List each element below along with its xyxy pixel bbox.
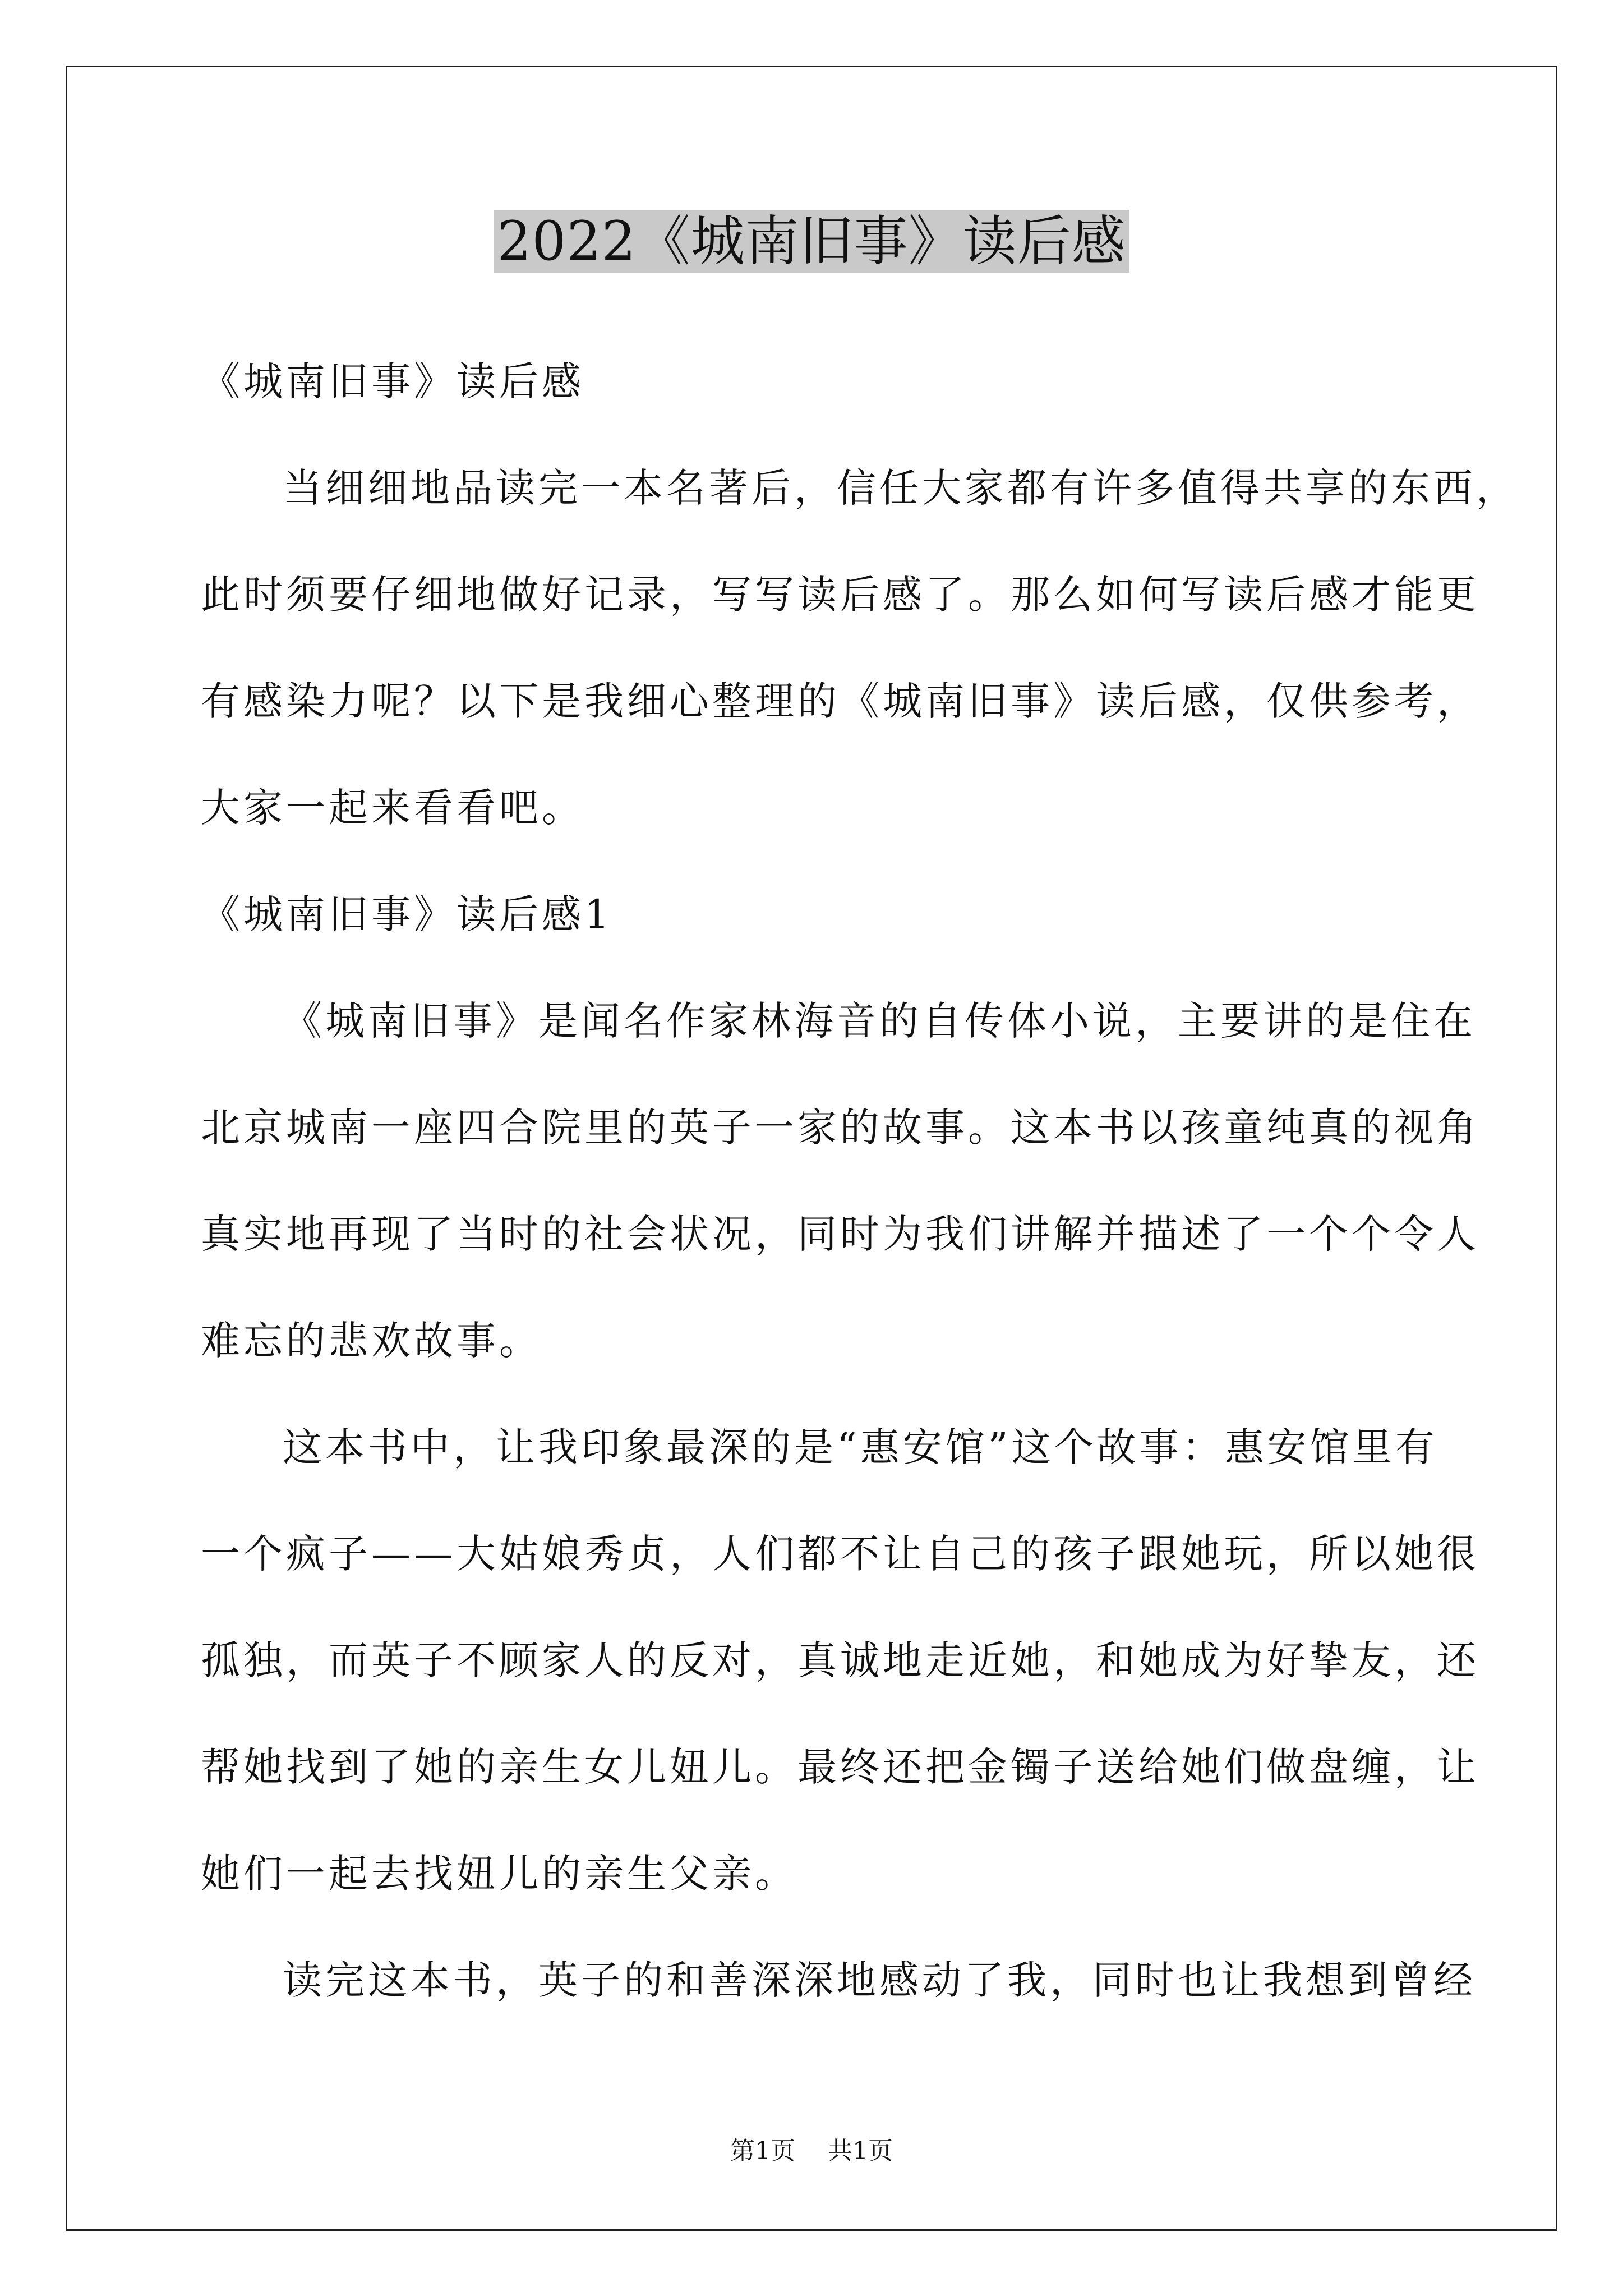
document-title-text: 2022《城南旧事》读后感 (494, 210, 1129, 273)
paragraph-line: 一个疯子——大姑娘秀贞，人们都不让自己的孩子跟她玩，所以她很 (201, 1531, 1479, 1577)
paragraph-line: 她们一起去找妞儿的亲生父亲。 (201, 1851, 797, 1897)
paragraph-line: 此时须要仔细地做好记录，写写读后感了。那么如何写读后感才能更 (201, 572, 1479, 618)
paragraph-line: 这本书中，让我印象最深的是“惠安馆”这个故事：惠安馆里有 (283, 1424, 1438, 1470)
paragraph-line: 北京城南一座四合院里的英子一家的故事。这本书以孩童纯真的视角 (201, 1105, 1479, 1151)
page-number: 第1页 (730, 2137, 795, 2165)
page-total: 共1页 (828, 2137, 893, 2165)
subtitle-line: 《城南旧事》读后感 (201, 358, 584, 404)
paragraph-line: 帮她找到了她的亲生女儿妞儿。最终还把金镯子送给她们做盘缠，让 (201, 1744, 1479, 1790)
section-heading: 《城南旧事》读后感1 (201, 891, 613, 937)
paragraph-line: 孤独，而英子不顾家人的反对，真诚地走近她，和她成为好挚友，还 (201, 1637, 1479, 1683)
paragraph-line: 大家一起来看看吧。 (201, 785, 584, 831)
paragraph-line: 真实地再现了当时的社会状况，同时为我们讲解并描述了一个个令人 (201, 1211, 1479, 1257)
paragraph-line: 难忘的悲欢故事。 (201, 1318, 542, 1364)
document-title (0, 202, 1623, 280)
paragraph-line: 有感染力呢？以下是我细心整理的《城南旧事》读后感，仅供参考， (201, 678, 1479, 724)
paragraph-line: 当细细地品读完一本名著后，信任大家都有许多值得共享的东西， (283, 465, 1519, 511)
page-footer (0, 2134, 1623, 2168)
paragraph-line: 《城南旧事》是闻名作家林海音的自传体小说，主要讲的是住在 (283, 998, 1476, 1044)
paragraph-line: 读完这本书，英子的和善深深地感动了我，同时也让我想到曾经 (283, 1957, 1476, 2003)
